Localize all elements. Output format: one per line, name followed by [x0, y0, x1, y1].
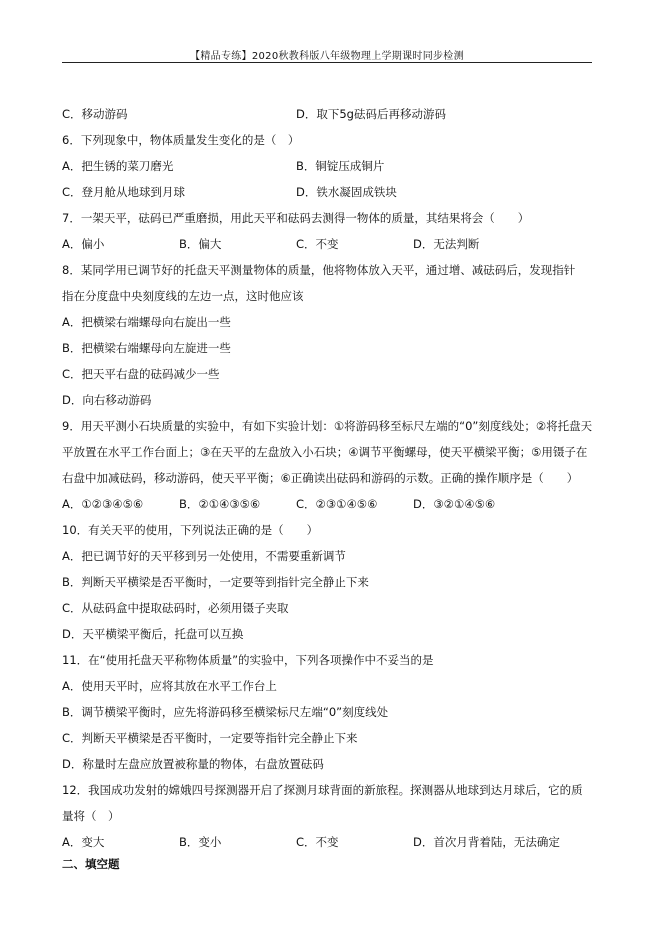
q9-stem-line1: 9．用天平测小石块质量的实验中，有如下实验计划：①将游码移至标尺左端的“0”刻度线处；②将托盘天 — [62, 419, 593, 433]
q12-option-c: C．不变 — [296, 835, 339, 849]
q8-option-c: C．把天平右盘的砝码减少一些 — [62, 367, 220, 381]
q9-stem-line3: 右盘中加减砝码，移动游码，使天平平衡；⑥正确读出砝码和游码的示数。正确的操作顺序是（ ） — [62, 471, 579, 485]
q10-option-d: D．天平横梁平衡后，托盘可以互换 — [62, 627, 244, 641]
q7-option-d: D．无法判断 — [413, 237, 480, 251]
q12-option-d: D．首次月背着陆，无法确定 — [413, 835, 560, 849]
q12-option-a: A．变大 — [62, 835, 105, 849]
q8-stem-line1: 8．某同学用已调节好的托盘天平测量物体的质量，他将物体放入天平，通过增、减砝码后，发现指针 — [62, 263, 576, 277]
q9-stem-line2: 平放置在水平工作台面上；③在天平的左盘放入小石块；④调节平衡螺母，使天平横梁平衡；⑤用镊子在 — [62, 445, 588, 459]
q9-option-c: C．②③①④⑤⑥ — [296, 497, 378, 511]
q9-option-d: D．③②①④⑤⑥ — [413, 497, 496, 511]
q6-option-d: D．铁水凝固成铁块 — [296, 185, 397, 199]
q11-option-d: D．称量时左盘应放置被称量的物体，右盘放置砝码 — [62, 757, 324, 771]
page-header: 【精品专练】2020秋教科版八年级物理上学期课时同步检测 — [190, 51, 464, 62]
q10-option-a: A．把已调节好的天平移到另一处使用，不需要重新调节 — [62, 549, 346, 563]
q10-stem: 10．有关天平的使用，下列说法正确的是（ ） — [62, 523, 319, 537]
q9-option-b: B．②①④③⑤⑥ — [179, 497, 261, 511]
q8-stem-line2: 指在分度盘中央刻度线的左边一点，这时他应该 — [62, 289, 304, 303]
q11-option-b: B．调节横梁平衡时，应先将游码移至横梁标尺左端“0”刻度线处 — [62, 705, 389, 719]
header-divider — [62, 62, 592, 63]
q9-option-a: A．①②③④⑤⑥ — [62, 497, 144, 511]
q8-option-d: D．向右移动游码 — [62, 393, 152, 407]
q5-option-c: C．移动游码 — [62, 107, 128, 121]
q11-stem: 11．在“使用托盘天平称物体质量”的实验中，下列各项操作中不妥当的是 — [62, 653, 434, 667]
q6-stem: 6．下列现象中，物体质量发生变化的是（ ） — [62, 133, 300, 147]
q10-option-b: B．判断天平横梁是否平衡时，一定要等到指针完全静止下来 — [62, 575, 369, 589]
q6-option-b: B．铜锭压成铜片 — [296, 159, 385, 173]
q12-stem-line2: 量将（ ） — [62, 809, 120, 823]
q7-option-b: B．偏大 — [179, 237, 222, 251]
q7-option-a: A．偏小 — [62, 237, 105, 251]
q11-option-c: C．判断天平横梁是否平衡时，一定要等指针完全静止下来 — [62, 731, 358, 745]
section-heading-fill-in: 二、填空题 — [62, 857, 120, 871]
q11-option-a: A．使用天平时，应将其放在水平工作台上 — [62, 679, 277, 693]
q6-option-a: A．把生锈的菜刀磨光 — [62, 159, 174, 173]
q8-option-a: A．把横梁右端螺母向右旋出一些 — [62, 315, 231, 329]
q12-option-b: B．变小 — [179, 835, 222, 849]
q10-option-c: C．从砝码盒中提取砝码时，必须用镊子夹取 — [62, 601, 289, 615]
q8-option-b: B．把横梁右端螺母向左旋进一些 — [62, 341, 231, 355]
q7-stem: 7．一架天平，砝码已严重磨损，用此天平和砝码去测得一物体的质量，其结果将会（ ） — [62, 211, 530, 225]
q5-option-d: D．取下5g砝码后再移动游码 — [296, 107, 446, 121]
q6-option-c: C．登月舱从地球到月球 — [62, 185, 186, 199]
q7-option-c: C．不变 — [296, 237, 339, 251]
q12-stem-line1: 12．我国成功发射的嫦娥四号探测器开启了探测月球背面的新旅程。探测器从地球到达月球后，它的质 — [62, 783, 583, 797]
